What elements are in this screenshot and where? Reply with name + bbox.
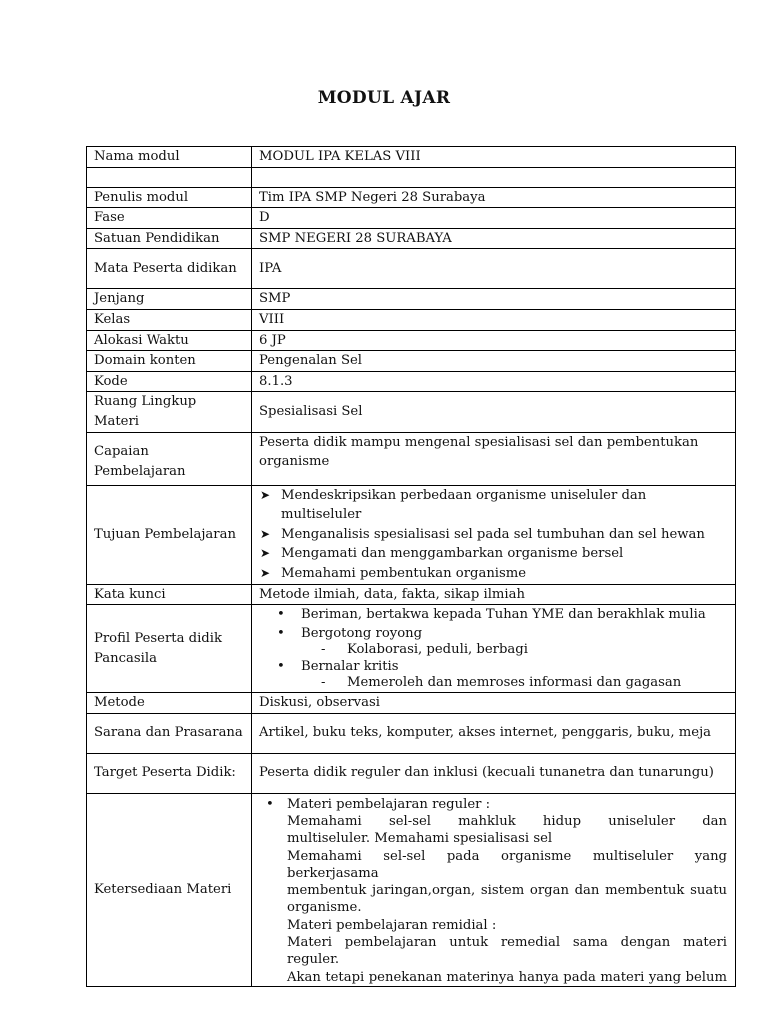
row-value: Artikel, buku teks, komputer, akses internet, penggaris, buku, meja <box>252 713 736 753</box>
table-row <box>87 249 736 289</box>
row-label: Kode <box>87 371 252 392</box>
table-row <box>87 753 736 793</box>
sub-item-text: Kolaborasi, peduli, berbagi <box>347 641 528 657</box>
arrow-bullet-icon: ➤ <box>260 565 271 580</box>
bullet-icon: • <box>277 625 285 641</box>
row-label: Alokasi Waktu <box>87 330 252 351</box>
table-row <box>87 330 736 351</box>
materi-heading: Materi pembelajaran reguler : <box>287 796 491 812</box>
list-item <box>259 564 728 584</box>
row-label: Metode <box>87 693 252 714</box>
materi-line: Memahami sel-sel pada organisme multiseluler yang berkerjasama <box>287 848 727 881</box>
table-row <box>87 187 736 208</box>
row-label: Ruang Lingkup Materi <box>87 392 252 432</box>
bullet-icon: • <box>266 796 274 812</box>
row-value: 6 JP <box>252 330 736 351</box>
sub-item-text: Memeroleh dan memroses informasi dan gagasan <box>347 675 682 691</box>
row-label: Kelas <box>87 309 252 330</box>
row-label: Fase <box>87 208 252 229</box>
row-value: Diskusi, observasi <box>252 693 736 714</box>
arrow-bullet-icon: ➤ <box>260 487 271 502</box>
row-label: Penulis modul <box>87 187 252 208</box>
row-label: Jenjang <box>87 289 252 310</box>
list-item <box>259 525 728 545</box>
row-value: Pengenalan Sel <box>252 351 736 372</box>
profil-list <box>259 658 728 675</box>
tujuan-cell <box>252 485 736 584</box>
table-row <box>87 208 736 229</box>
materi-line: Materi pembelajaran untuk remedial sama dengan materi reguler. <box>287 935 727 968</box>
materi-line: Memahami sel-sel mahkluk hidup uniseluler dan <box>287 813 727 829</box>
table-row <box>87 693 736 714</box>
profil-list <box>259 605 728 642</box>
materi-line: membentuk jaringan,organ, sistem organ dan membentuk suatu <box>287 883 727 899</box>
list-item <box>259 625 728 642</box>
table-row <box>87 289 736 310</box>
list-item-text: Beriman, bertakwa kepada Tuhan YME dan berakhlak mulia <box>301 607 706 623</box>
table-row <box>87 147 736 168</box>
bullet-icon: • <box>277 659 285 675</box>
table-row <box>87 392 736 432</box>
dash-icon: - <box>321 675 326 691</box>
list-item-text: Mengamati dan menggambarkan organisme bersel <box>281 546 624 562</box>
arrow-bullet-icon: ➤ <box>260 526 271 541</box>
table-row <box>87 793 736 986</box>
list-item <box>259 486 728 525</box>
table-row <box>87 713 736 753</box>
row-label: Profil Peserta didik Pancasila <box>87 605 252 693</box>
row-value: Peserta didik mampu mengenal spesialisasi sel dan pembentukan organisme <box>252 432 736 485</box>
empty-cell <box>87 167 252 187</box>
row-label: Mata Peserta didikan <box>87 249 252 289</box>
row-label: Kata kunci <box>87 584 252 605</box>
row-value: Spesialisasi Sel <box>252 392 736 432</box>
row-value: SMP NEGERI 28 SURABAYA <box>252 228 736 249</box>
empty-row <box>87 167 736 187</box>
materi-line: Materi pembelajaran remidial : <box>287 917 497 933</box>
document-title: MODUL AJAR <box>317 88 451 108</box>
list-item-text: Memahami pembentukan organisme <box>281 565 527 581</box>
empty-cell <box>252 167 736 187</box>
row-value: D <box>252 208 736 229</box>
row-value: 8.1.3 <box>252 371 736 392</box>
row-label: Nama modul <box>87 147 252 168</box>
materi-cell <box>252 793 736 986</box>
row-label: Ketersediaan Materi <box>87 793 252 986</box>
row-label: Sarana dan Prasarana <box>87 713 252 753</box>
tujuan-list <box>259 486 728 584</box>
table-row <box>87 309 736 330</box>
materi-line: organisme. <box>287 900 362 916</box>
list-item <box>259 544 728 564</box>
row-value: MODUL IPA KELAS VIII <box>252 147 736 168</box>
row-value: Metode ilmiah, data, fakta, sikap ilmiah <box>252 584 736 605</box>
row-value: VIII <box>252 309 736 330</box>
table-row <box>87 584 736 605</box>
sub-list-item <box>259 642 728 659</box>
row-label: Satuan Pendidikan <box>87 228 252 249</box>
table-row <box>87 485 736 584</box>
list-item-text: Mendeskripsikan perbedaan organisme uniseluler dan multiseluler <box>281 487 647 523</box>
table-row <box>87 432 736 485</box>
row-value: Peserta didik reguler dan inklusi (kecuali tunanetra dan tunarungu) <box>252 753 736 793</box>
row-label: Tujuan Pembelajaran <box>87 485 252 584</box>
dash-icon: - <box>321 641 326 657</box>
arrow-bullet-icon: ➤ <box>260 546 271 561</box>
module-info-table <box>86 146 736 987</box>
list-item <box>259 605 728 625</box>
list-item-text: Menganalisis spesialisasi sel pada sel tumbuhan dan sel hewan <box>281 526 705 542</box>
list-item <box>259 658 728 675</box>
materi-bullet <box>259 796 727 813</box>
materi-line: multiseluler. Memahami spesialisasi sel <box>287 831 553 847</box>
list-item-text: Bernalar kritis <box>301 659 399 675</box>
table-row <box>87 351 736 372</box>
materi-line: Akan tetapi penekanan materinya hanya pada materi yang belum <box>287 969 727 985</box>
profil-cell <box>252 605 736 693</box>
row-value: Tim IPA SMP Negeri 28 Surabaya <box>252 187 736 208</box>
sub-list-item <box>259 675 728 692</box>
table-row <box>87 605 736 693</box>
row-label: Target Peserta Didik: <box>87 753 252 793</box>
row-label: Domain konten <box>87 351 252 372</box>
row-label: Capaian Pembelajaran <box>87 432 252 485</box>
row-value: SMP <box>252 289 736 310</box>
bullet-icon: • <box>277 607 285 623</box>
table-row <box>87 228 736 249</box>
table-row <box>87 371 736 392</box>
row-value: IPA <box>252 249 736 289</box>
list-item-text: Bergotong royong <box>301 625 423 641</box>
